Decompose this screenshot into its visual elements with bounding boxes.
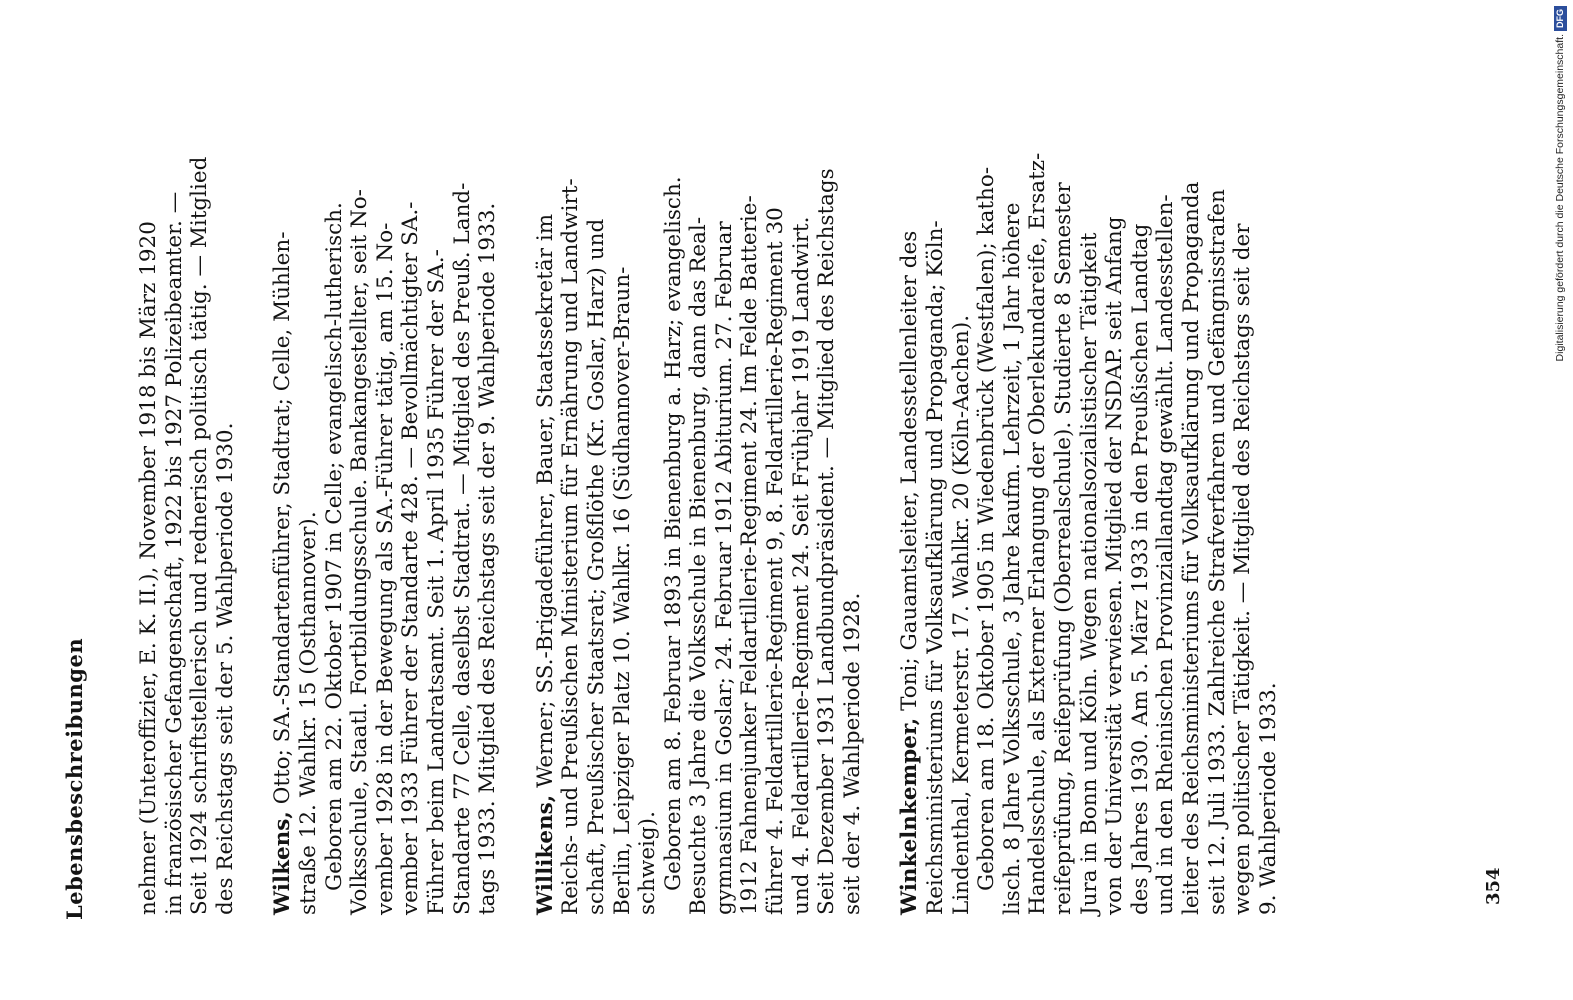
- entry-name: Winkelnkemper,: [897, 717, 923, 915]
- entry-heading-text: Otto; SA.-Standartenführer, Stadtrat; Celle, Mühlen-: [270, 231, 296, 812]
- entry-name: Wilkens,: [270, 811, 296, 915]
- text-line: 9. Wahlperiode 1933.: [1255, 682, 1281, 915]
- text-line: und in den Rheinischen Provinziallandtag gewählt. Landesstellen-: [1153, 194, 1179, 915]
- text-line: Geboren am 18. Oktober 1905 in Wiedenbrück (Westfalen); katho-: [974, 166, 1000, 891]
- entry-heading-text: Toni; Gauamtsleiter, Landesstellenleiter des: [897, 230, 923, 718]
- text-line: wegen politischer Tätigkeit. — Mitglied des Reichstags seit der: [1230, 223, 1256, 915]
- text-line: Handelsschule, als Externer Erlangung der Oberlekundareife, Ersatz-: [1025, 152, 1051, 915]
- text-line: nehmer (Unteroffizier, E. K. II.), November 1918 bis März 1920: [136, 221, 161, 915]
- page-number: 354: [1483, 867, 1504, 905]
- text-line: leiter des Reichsministeriums für Volksaufklärung und Propaganda: [1178, 181, 1204, 915]
- text-line: von der Universität verwiesen. Mitglied der NSDAP. seit Anfang: [1102, 216, 1128, 915]
- biography-entry-winkelnkemper: [897, 55, 1281, 915]
- text-line: 1912 Fahnenjunker Feldartillerie-Regiment 24. Im Felde Batterie-: [737, 195, 763, 915]
- entry-body: [974, 55, 1281, 915]
- continuation-paragraph: [136, 55, 238, 915]
- text-line: Berlin, Leipziger Platz 10. Wahlkr. 16 (Südhannover-Braun-: [609, 266, 635, 915]
- entry-heading: [270, 55, 321, 915]
- text-line: vember 1933 Führer der Standarte 428. — Bevollmächtigter SA.-: [398, 201, 424, 915]
- text-line: Führer beim Landratsamt. Seit 1. April 1935 Führer der SA.-: [423, 249, 449, 915]
- text-line: Seit 1924 schriftstellerisch und rednerisch politisch tätig. — Mitglied: [187, 156, 213, 915]
- text-line: Geboren am 8. Februar 1893 in Bienenburg a. Harz; evangelisch.: [660, 176, 686, 891]
- text-line: straße 12. Wahlkr. 15 (Osthannover).: [295, 511, 321, 915]
- text-line: des Jahres 1930. Am 5. März 1933 in den Preußischen Landtag: [1127, 223, 1153, 915]
- entry-body: [661, 55, 866, 915]
- text-line: in französischer Gefangenschaft, 1922 bis 1927 Polizeibeamter. —: [161, 191, 187, 915]
- entry-name: Willikens,: [532, 794, 558, 915]
- text-line: Reichs- und Preußischen Ministerium für Ernährung und Landwirt-: [558, 178, 584, 915]
- text-line: Lindenthal, Kermeterstr. 17. Wahlkr. 20 (Köln-Aachen).: [948, 314, 974, 915]
- text-line: führer 4. Feldartillerie-Regiment 9, 8. Feldartillerie-Regiment 30: [763, 207, 789, 915]
- text-line: Seit Dezember 1931 Landbundpräsident. — Mitglied des Reichstags: [814, 168, 840, 915]
- text-line: Geboren am 22. Oktober 1907 in Celle; evangelisch-lutherisch.: [321, 202, 347, 891]
- text-column: [136, 55, 1281, 915]
- text-line: Besuchte 3 Jahre die Volksschule in Bienenburg, dann das Real-: [686, 216, 712, 915]
- text-line: gymnasium in Goslar; 24. Februar 1912 Abiturium. 27. Februar: [711, 221, 737, 915]
- attribution-text-container: [1549, 6, 1571, 986]
- text-line: des Reichstags seit der 5. Wahlperiode 1930.: [212, 422, 238, 915]
- text-line: vember 1928 in der Bewegung als SA.-Führer tätig, am 15. No-: [372, 222, 398, 915]
- text-line: und 4. Feldartillerie-Regiment 24. Seit Frühjahr 1919 Landwirt.: [788, 216, 814, 915]
- text-line: lisch. 8 Jahre Volksschule, 3 Jahre kaufm. Lehrzeit, 1 Jahr höhere: [999, 202, 1025, 915]
- entry-heading-text: Werner; SS.-Brigadeführer, Bauer, Staatssekretär im: [532, 213, 558, 795]
- entry-heading: [533, 55, 661, 915]
- text-line: Jura in Bonn und Köln. Wegen nationalsozialistischer Tätigkeit: [1076, 232, 1102, 915]
- page-header-title: Lebensbeschreibungen: [62, 637, 87, 920]
- entry-heading: [897, 55, 974, 915]
- text-line: schweig).: [635, 811, 661, 915]
- text-line: schaft, Preußischer Staatsrat; Großflöthe (Kr. Goslar, Harz) und: [583, 218, 609, 915]
- text-line: reifeprüfung, Reifeprüfung (Oberrealschule). Studierte 8 Semester: [1051, 182, 1076, 915]
- text-line: tags 1933. Mitglied des Reichstags seit der 9. Wahlperiode 1933.: [475, 202, 501, 915]
- text-line: Standarte 77 Celle, daselbst Stadtrat. — Mitglied des Preuß. Land-: [449, 182, 475, 915]
- text-line: seit der 4. Wahlperiode 1928.: [839, 592, 865, 915]
- biography-entry-willikens: [533, 55, 866, 915]
- dfg-logo-badge: DFG: [1554, 6, 1567, 31]
- text-line: Reichsministeriums für Volksaufklärung und Propaganda; Köln-: [923, 220, 949, 915]
- text-line: Volksschule, Staatl. Fortbildungsschule. Bankangestellter, seit No-: [347, 189, 373, 915]
- text-line: seit 12. Juli 1933. Zahlreiche Strafverfahren und Gefängnisstrafen: [1204, 189, 1230, 915]
- digitization-attribution: [1546, 8, 1568, 988]
- biography-entry-wilkens: [270, 55, 500, 915]
- entry-body: [322, 55, 501, 915]
- attribution-text: Digitalisierung gefördert durch die Deutsche Forschungsgemeinschaft.: [1554, 34, 1566, 362]
